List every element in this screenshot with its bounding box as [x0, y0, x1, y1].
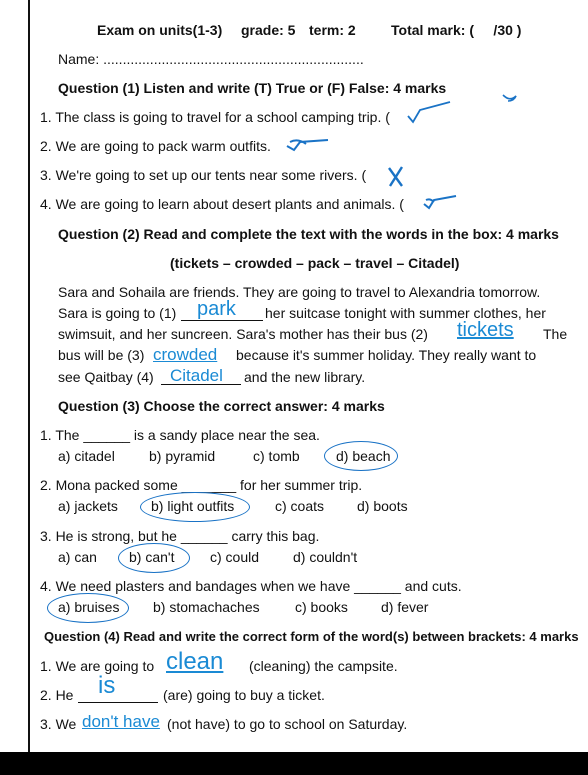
q2-answer-4: Citadel [170, 366, 223, 385]
answer-circle [47, 593, 129, 623]
q3-title: Question (3) Choose the correct answer: 4 marks [58, 398, 385, 414]
q3-option: c) coats [275, 498, 325, 514]
q3-option: a) jackets [58, 498, 118, 514]
q2-title: Question (2) Read and complete the text with the words in the box: 4 marks [58, 226, 559, 242]
q4-title: Question (4) Read and write the correct form of the word(s) between brackets: 4 marks [44, 629, 579, 644]
q3-option-selected: b) can't [129, 549, 175, 565]
q3-option-selected: a) bruises [58, 599, 120, 615]
q1-item-4: 4. We are going to learn about desert plants and animals. ( [40, 196, 404, 212]
q3-option: d) couldn't [293, 549, 358, 565]
answer-circle [140, 492, 250, 522]
q1-item-3: 3. We're going to set up our tents near some rivers. ( [40, 167, 367, 183]
checkmark-icon [284, 136, 332, 156]
q2-answer-3: crowded [153, 345, 218, 364]
q3-option-selected: b) light outfits [151, 498, 235, 514]
q4-item-1-prefix: 1. We are going to [40, 658, 155, 674]
checkmark-icon [420, 194, 460, 214]
q3-question-3: 3. He is strong, but he ______ carry this bag. [40, 528, 320, 544]
name-field: Name: ................................................................... [58, 51, 364, 67]
q3-option-selected: d) beach [336, 448, 391, 464]
left-margin-line [28, 0, 30, 752]
q4-item-3-suffix: (not have) to go to school on Saturday. [167, 716, 408, 732]
q3-option: b) pyramid [149, 448, 216, 464]
q1-item-2: 2. We are going to pack warm outfits. [40, 138, 271, 154]
q3-question-4: 4. We need plasters and bandages when we have ______ and cuts. [40, 578, 462, 594]
q2-text-segment: The [543, 326, 568, 342]
q4-item-1-suffix: (cleaning) the campsite. [249, 658, 398, 674]
q2-text-segment: Sara is going to (1) [58, 305, 177, 321]
grade-label: grade: 5 [241, 22, 296, 38]
q2-answer-1: park [197, 298, 236, 320]
q3-option: b) stomachaches [153, 599, 260, 615]
cross-icon [384, 164, 408, 190]
q4-item-2-prefix: 2. He [40, 687, 74, 703]
q3-option: c) could [210, 549, 260, 565]
q1-title: Question (1) Listen and write (T) True or (F) False: 4 marks [58, 80, 447, 96]
checkmark-icon [404, 100, 454, 128]
q1-item-1: 1. The class is going to travel for a school camping trip. ( [40, 109, 390, 125]
q4-item-3-prefix: 3. We [40, 716, 77, 732]
answer-circle [324, 441, 398, 471]
q2-answer-2: tickets [457, 319, 514, 341]
q2-text-segment: see Qaitbay (4) [58, 369, 154, 385]
q3-option: a) can [58, 549, 97, 565]
q4-answer-1: clean [166, 648, 224, 675]
q4-item-2-suffix: (are) going to buy a ticket. [163, 687, 325, 703]
q3-question-1: 1. The ______ is a sandy place near the sea. [40, 427, 320, 443]
q4-answer-2: is [98, 672, 116, 699]
q2-text-line: Sara and Sohaila are friends. They are going to travel to Alexandria tomorrow. [58, 284, 541, 300]
term-label: term: 2 [309, 22, 356, 38]
exam-title: Exam on units(1-3) [97, 22, 223, 38]
q2-text-line: swimsuit, and her suncreen. Sara's mother has their bus (2) [58, 326, 428, 342]
q2-text-segment: and the new library. [244, 369, 366, 385]
scribble-icon [500, 92, 520, 106]
bottom-black-bar [0, 752, 588, 775]
q2-text-segment: because it's summer holiday. They really want to [236, 347, 537, 363]
answer-circle [118, 543, 190, 573]
q3-option: c) tomb [253, 448, 300, 464]
q3-option: d) fever [381, 599, 429, 615]
q2-text-segment: her suitcase tonight with summer clothes, her [265, 305, 546, 321]
q4-blank-2 [78, 687, 158, 703]
q4-answer-3: don't have [82, 712, 160, 731]
q3-option: c) books [295, 599, 348, 615]
q3-option: a) citadel [58, 448, 115, 464]
q3-question-2: 2. Mona packed some _______ for her summer trip. [40, 477, 363, 493]
q2-text-segment: bus will be (3) [58, 347, 145, 363]
total-mark-label: Total mark: ( /30 ) [391, 22, 522, 38]
q3-option: d) boots [357, 498, 408, 514]
q2-word-box: (tickets – crowded – pack – travel – Citadel) [170, 255, 460, 271]
